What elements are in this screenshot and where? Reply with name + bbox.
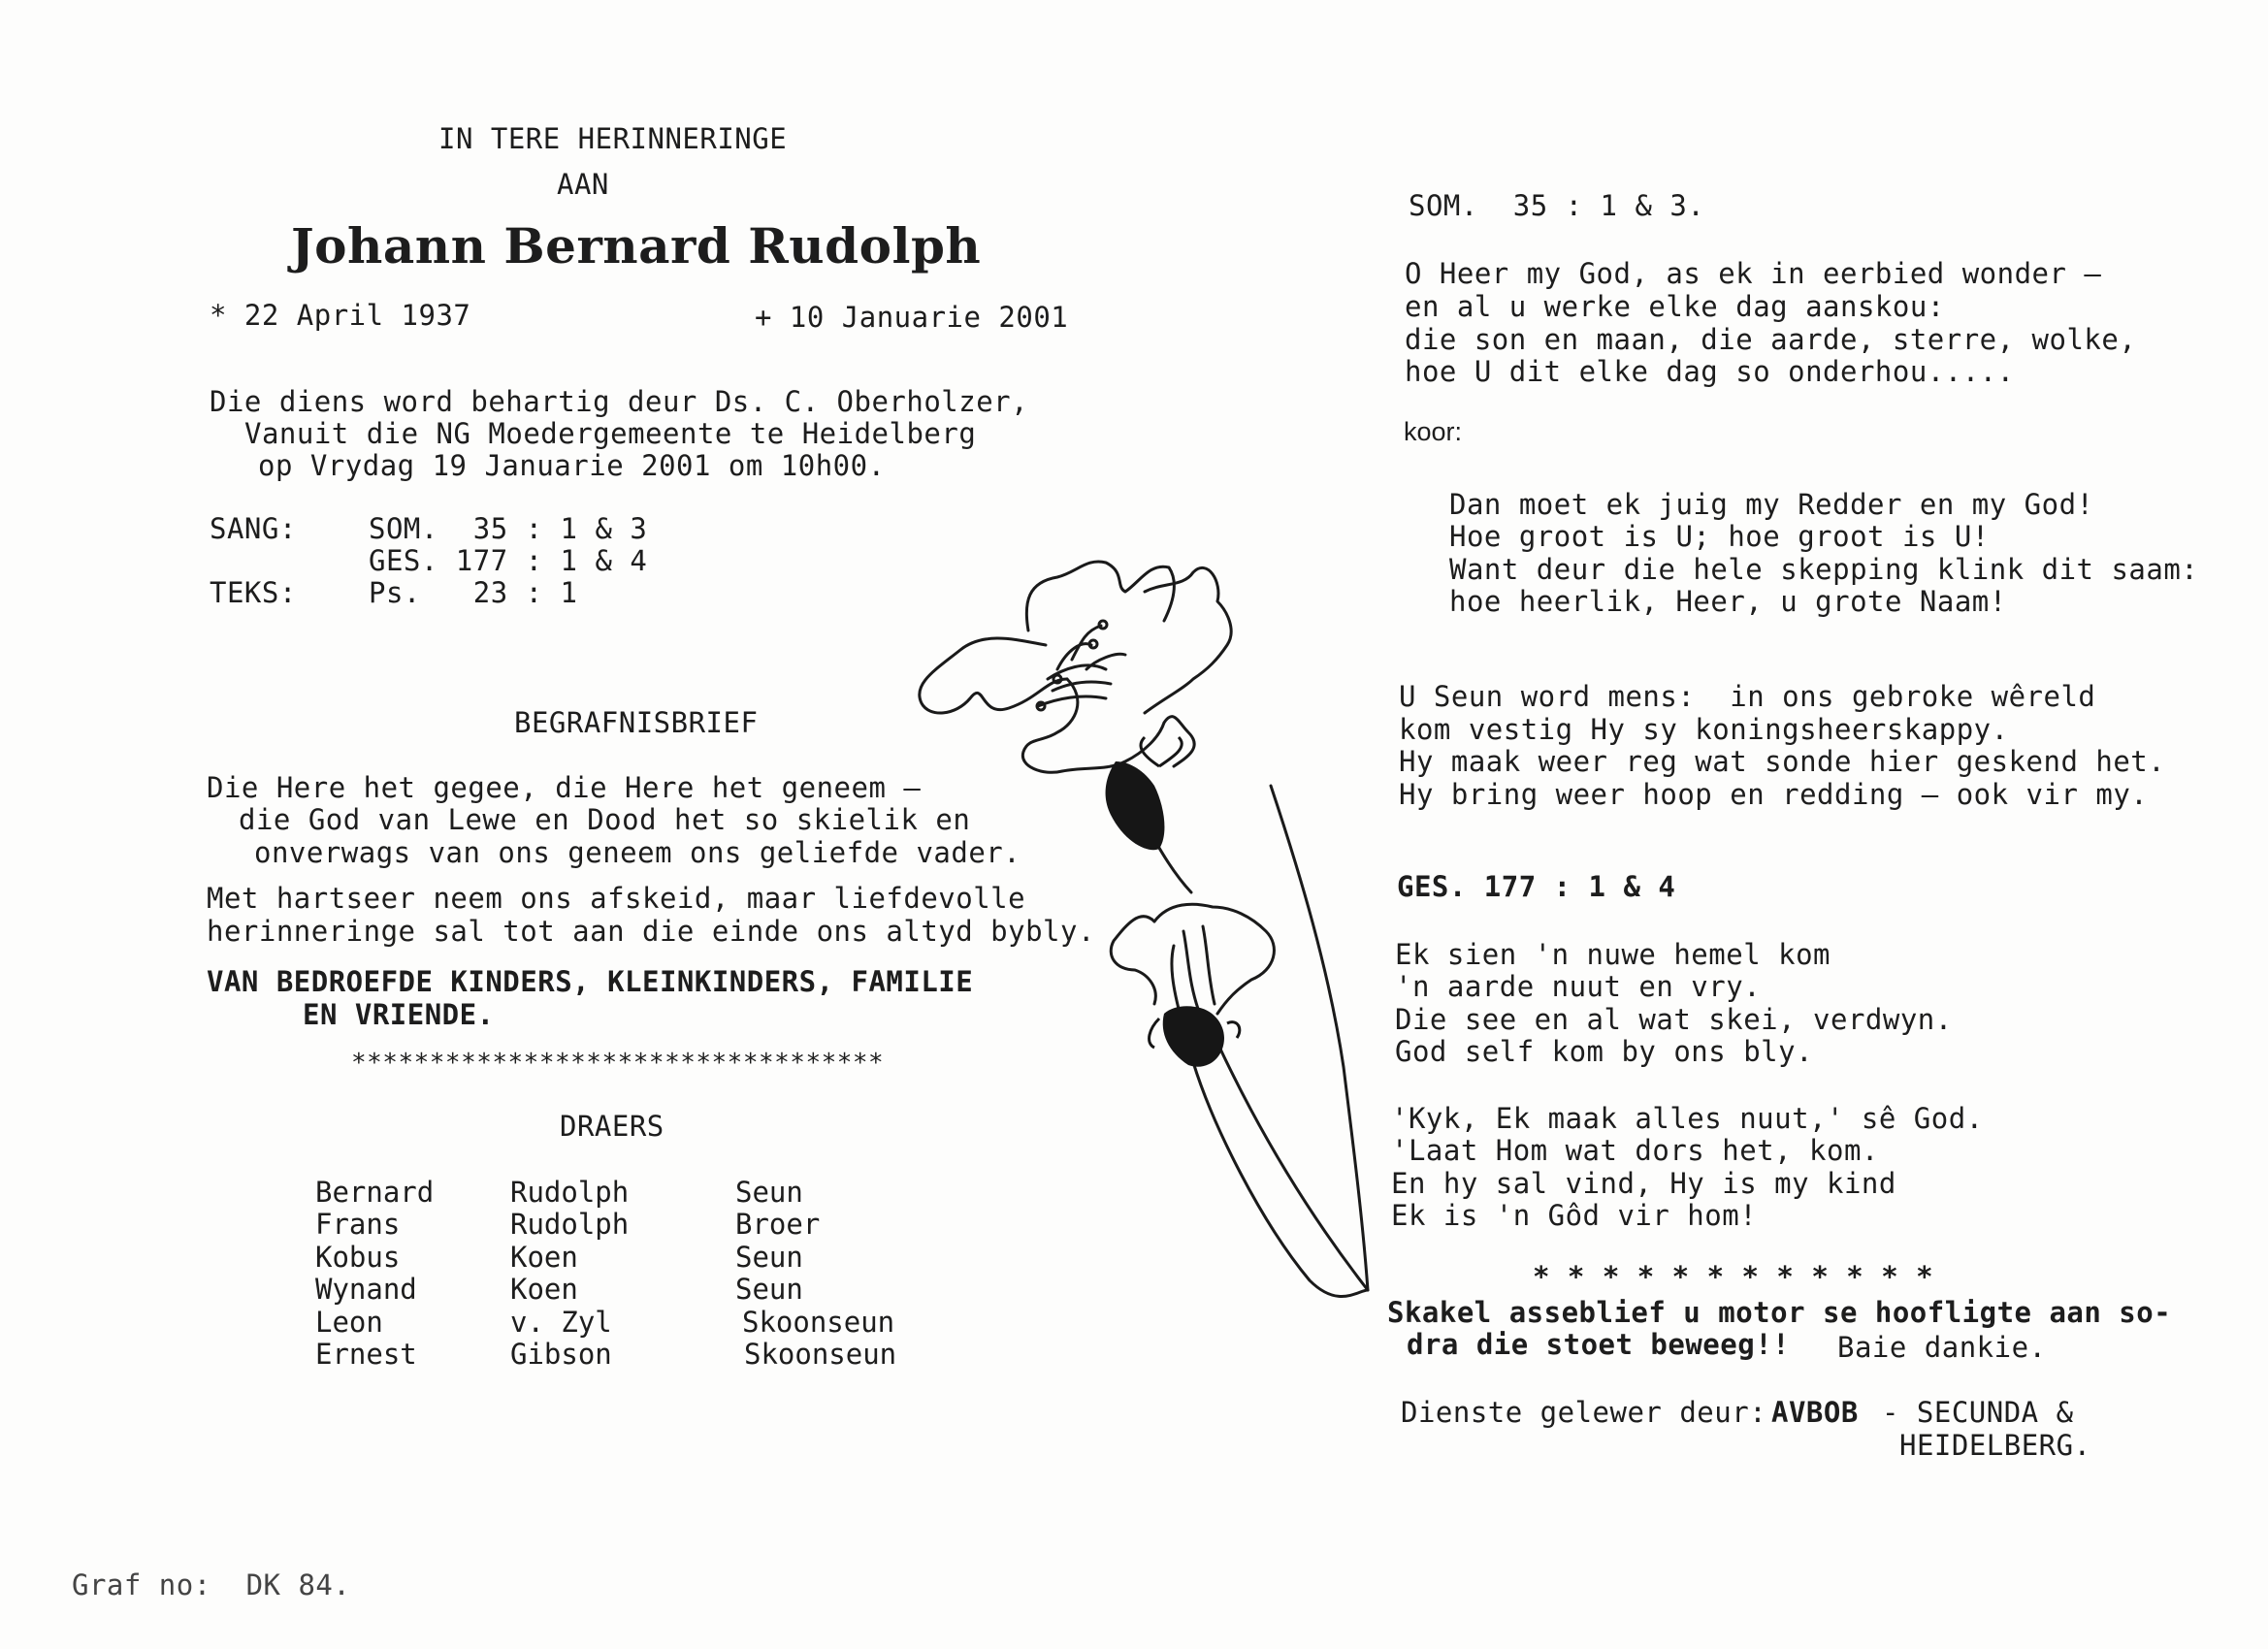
sang-hymn-2: GES. 177 : 1 & 4 (369, 544, 648, 577)
service-line-1: Die diens word behartig deur Ds. C. Oberholzer, (210, 385, 1029, 418)
hymn-2-verse-4-line-4: Ek is 'n Gôd vir hom! (1391, 1199, 1758, 1232)
lower-bud-petal (1111, 917, 1155, 1004)
lower-bud-calyx (1163, 1006, 1224, 1066)
hymn-1-verse-3-line-4: Hy bring weer hoop en redding — ook vir my. (1399, 778, 2149, 811)
upper-flower-petal (920, 638, 1067, 713)
chorus-label: koor: (1404, 417, 1463, 446)
sang-hymn-1: SOM. 35 : 1 & 3 (369, 512, 648, 545)
hymn-1-verse-3-line-3: Hy maak weer reg wat sonde hier geskend het. (1399, 745, 2166, 778)
chorus-line-4: hoe heerlik, Heer, u grote Naam! (1449, 585, 2007, 618)
sang-label: SANG: (210, 512, 297, 545)
letter-line-1: Die Here het gegee, die Here het geneem — (207, 771, 922, 804)
lower-bud-petal (1203, 926, 1215, 1004)
thanks-text: Baie dankie. (1837, 1331, 2047, 1364)
hymn-1-line-3: die son en maan, die aarde, sterre, wolke, (1405, 323, 2137, 356)
upper-flower-calyx (1106, 761, 1165, 850)
upper-flower-stamen (1038, 696, 1106, 706)
upper-flower-stamen (1048, 665, 1106, 679)
death-date: + 10 Januarie 2001 (755, 301, 1069, 334)
teks-reference: Ps. 23 : 1 (369, 576, 578, 609)
hymn-2-verse-4-line-3: En hy sal vind, Hy is my kind (1391, 1167, 1896, 1200)
chorus-line-2: Hoe groot is U; hoe groot is U! (1449, 520, 1990, 553)
upper-flower-calyx-tip (1141, 737, 1182, 766)
upper-flower-anther (1053, 675, 1061, 683)
notice-line-2: dra die stoet beweeg!! (1407, 1328, 1791, 1361)
hymn-1-verse-3-line-1: U Seun word mens: in ons gebroke wêreld (1399, 680, 2096, 713)
chorus-line-1: Dan moet ek juig my Redder en my God! (1449, 488, 2094, 521)
hymn-2-line-3: Die see en al wat skei, verdwyn. (1395, 1003, 1953, 1036)
lower-bud-petal (1172, 946, 1179, 1009)
letter-line-2: die God van Lewe en Dood het so skielik en (239, 803, 971, 836)
service-line-2: Vanuit die NG Moedergemeente te Heidelberg (244, 417, 977, 450)
letter-line-5: herinneringe sal tot aan die einde ons altyd bybly. (207, 915, 1095, 948)
chorus-line-3: Want deur die hele skepping klink dit saam: (1449, 553, 2199, 586)
upper-flower-anther (1089, 640, 1097, 648)
upper-stem-continued (1271, 786, 1368, 1290)
deceased-name: Johann Bernard Rudolph (291, 217, 982, 275)
hymn-2-line-2: 'n aarde nuut en vry. (1395, 970, 1762, 1003)
letter-line-4: Met hartseer neem ons afskeid, maar liefdevolle (207, 882, 1026, 915)
hymn-2-verse-4-line-1: 'Kyk, Ek maak alles nuut,' sê God. (1391, 1102, 1984, 1135)
letter-title: BEGRAFNISBRIEF (514, 706, 759, 739)
hymn-1-verse-3-line-2: kom vestig Hy sy koningsheerskappy. (1399, 713, 2009, 746)
upper-flower-stamen (1053, 682, 1111, 691)
memorial-to: AAN (557, 168, 609, 201)
bearers-title: DRAERS (560, 1110, 664, 1143)
upper-flower-anther (1099, 621, 1107, 629)
mourners-line-1: VAN BEDROEFDE KINDERS, KLEINKINDERS, FAMILIE (207, 965, 974, 998)
service-line-3: op Vrydag 19 Januarie 2001 om 10h00. (258, 449, 886, 482)
upper-flower-petal (1145, 567, 1231, 713)
services-label: Dienste gelewer deur: (1401, 1396, 1767, 1429)
hymn-1-line-4: hoe U dit elke dag so onderhou..... (1405, 355, 2015, 388)
hymn-2-verse-4-line-2: 'Laat Hom wat dors het, kom. (1391, 1134, 1879, 1167)
hymn-2-line-4: God self kom by ons bly. (1395, 1035, 1814, 1068)
grave-number: Graf no: DK 84. (72, 1568, 351, 1601)
hymn-2-line-1: Ek sien 'n nuwe hemel kom (1395, 938, 1831, 971)
lower-bud-stem (1193, 1062, 1368, 1297)
mourners-line-2: EN VRIENDE. (303, 998, 495, 1031)
memorial-heading: IN TERE HERINNERINGE (438, 122, 788, 155)
hymn-1-line-2: en al u werke elke dag aanskou: (1405, 290, 1945, 323)
upper-flower-stamen (1086, 654, 1125, 669)
stars-divider-left: ********************************** (351, 1049, 885, 1078)
notice-line-1: Skakel asseblief u motor se hoofligte aan so- (1387, 1296, 2172, 1329)
hymn-1-line-1: O Heer my God, as ek in eerbied wonder — (1405, 257, 2102, 290)
lower-bud-petal (1183, 931, 1198, 1009)
birth-date: * 22 April 1937 (210, 299, 471, 332)
services-company: AVBOB (1771, 1396, 1859, 1429)
hymn-2-title: GES. 177 : 1 & 4 (1397, 870, 1676, 903)
services-place-2: HEIDELBERG. (1899, 1429, 2091, 1462)
stars-divider-right: * * * * * * * * * * * * (1533, 1260, 1934, 1293)
hymn-1-title: SOM. 35 : 1 & 3. (1409, 189, 1705, 222)
teks-label: TEKS: (210, 576, 297, 609)
letter-line-3: onverwags van ons geneem ons geliefde vader. (254, 836, 1021, 869)
services-place-1: - SECUNDA & (1882, 1396, 2074, 1429)
